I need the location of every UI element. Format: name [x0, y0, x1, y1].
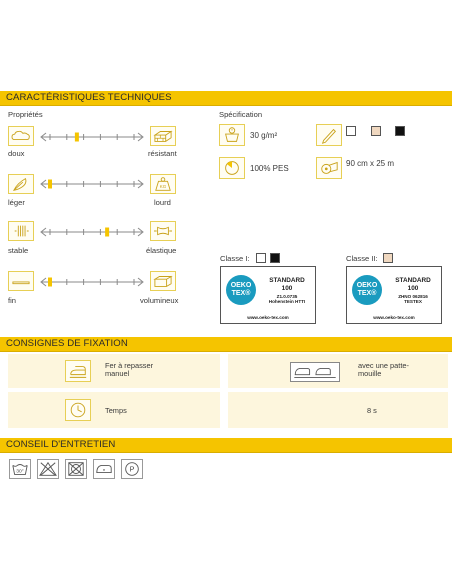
- property-scale-soft-strong: [38, 131, 146, 143]
- svg-text:KG: KG: [159, 184, 167, 190]
- no-tumble-dry-icon: [65, 459, 87, 479]
- class-1-label: Classe I:: [220, 254, 250, 263]
- dry-clean-letter: P: [129, 464, 135, 474]
- dry-clean-p-icon: [121, 459, 143, 479]
- feather-icon: [8, 174, 34, 194]
- oeko-logo-text: OEKO TEX®: [230, 282, 252, 297]
- brick-icon: [150, 126, 176, 146]
- property-left-label: doux: [8, 149, 25, 158]
- oeko-tex-logo: [352, 275, 382, 305]
- scale-weight-icon: [219, 124, 245, 146]
- property-left-label: fin: [8, 296, 17, 305]
- oeko-url: www.oeko-tex.com: [373, 315, 415, 320]
- stretch-icon: [150, 221, 176, 241]
- thin-layer-icon: [8, 271, 34, 291]
- class-1-swatch-white: [256, 253, 266, 263]
- fixing-time-value: 8 s: [367, 406, 377, 415]
- property-scale-light-heavy: [38, 178, 146, 190]
- oeko-logo-text: OEKO TEX®: [356, 282, 378, 297]
- fixing-time-label: Temps: [105, 406, 127, 415]
- iron-press-cloth-icon: [290, 362, 340, 382]
- oeko-tex-logo: [226, 275, 256, 305]
- fixing-cloth: avec une patte- mouille: [358, 361, 409, 379]
- property-left-label: léger: [8, 198, 25, 207]
- property-level-marker: [105, 228, 109, 237]
- property-level-marker: [48, 278, 52, 287]
- bulky-block-icon: [150, 271, 176, 291]
- property-scale-stable-elastic: [38, 226, 146, 238]
- iron-low-icon: [93, 459, 115, 479]
- spec-size: 90 cm x 25 m: [346, 159, 395, 168]
- property-right-label: volumineux: [140, 296, 179, 305]
- oeko-tex-label-class-2: [346, 266, 442, 324]
- color-swatch: [395, 126, 405, 136]
- color-swatch: [371, 126, 381, 136]
- weight-icon: [150, 174, 176, 194]
- property-right-label: lourd: [154, 198, 171, 207]
- oeko-certificate-number: ZHNO 062816 TESTEX: [398, 294, 428, 305]
- wash-30-icon: [9, 459, 31, 479]
- stable-lines-icon: [8, 221, 34, 241]
- property-level-marker: [75, 133, 79, 142]
- color-swatch: [346, 126, 356, 136]
- specification-heading: Spécification: [219, 110, 263, 119]
- section-header-fixing: CONSIGNES DE FIXATION: [0, 337, 452, 351]
- no-bleach-icon: [37, 459, 59, 479]
- pencil-icon: [316, 124, 342, 146]
- property-right-label: élastique: [146, 246, 177, 255]
- spec-composition: 100% PES: [250, 164, 289, 173]
- property-level-marker: [48, 180, 52, 189]
- property-left-label: stable: [8, 246, 29, 255]
- properties-heading: Propriétés: [8, 110, 43, 119]
- wash-temperature: 30°: [16, 469, 24, 475]
- class-2-label: Classe II:: [346, 254, 378, 263]
- section-header-care: CONSEIL D'ENTRETIEN: [0, 438, 452, 452]
- fixing-method: Fer à repasser manuel: [105, 361, 154, 379]
- section-header-technical: CARACTÉRISTIQUES TECHNIQUES: [0, 91, 452, 105]
- oeko-url: www.oeko-tex.com: [247, 315, 289, 320]
- clock-icon: [65, 399, 91, 421]
- property-scale-thin-bulky: [38, 276, 146, 288]
- spec-weight: 30 g/m²: [250, 131, 278, 140]
- class-1-swatch-black: [270, 253, 280, 263]
- class-2-swatch-beige: [383, 253, 393, 263]
- cloud-icon: [8, 126, 34, 146]
- oeko-certificate-number: Z1.0.0735 Hohenstein HTTI: [268, 294, 306, 305]
- iron-icon: [65, 360, 91, 382]
- property-right-label: résistant: [148, 149, 177, 158]
- oeko-standard: STANDARD 100: [395, 277, 431, 292]
- oeko-standard: STANDARD 100: [269, 277, 305, 292]
- roll-icon: [316, 157, 342, 179]
- oeko-tex-label-class-1: [220, 266, 316, 324]
- fixing-time-value-panel: [228, 392, 448, 428]
- composition-pie-icon: [219, 157, 245, 179]
